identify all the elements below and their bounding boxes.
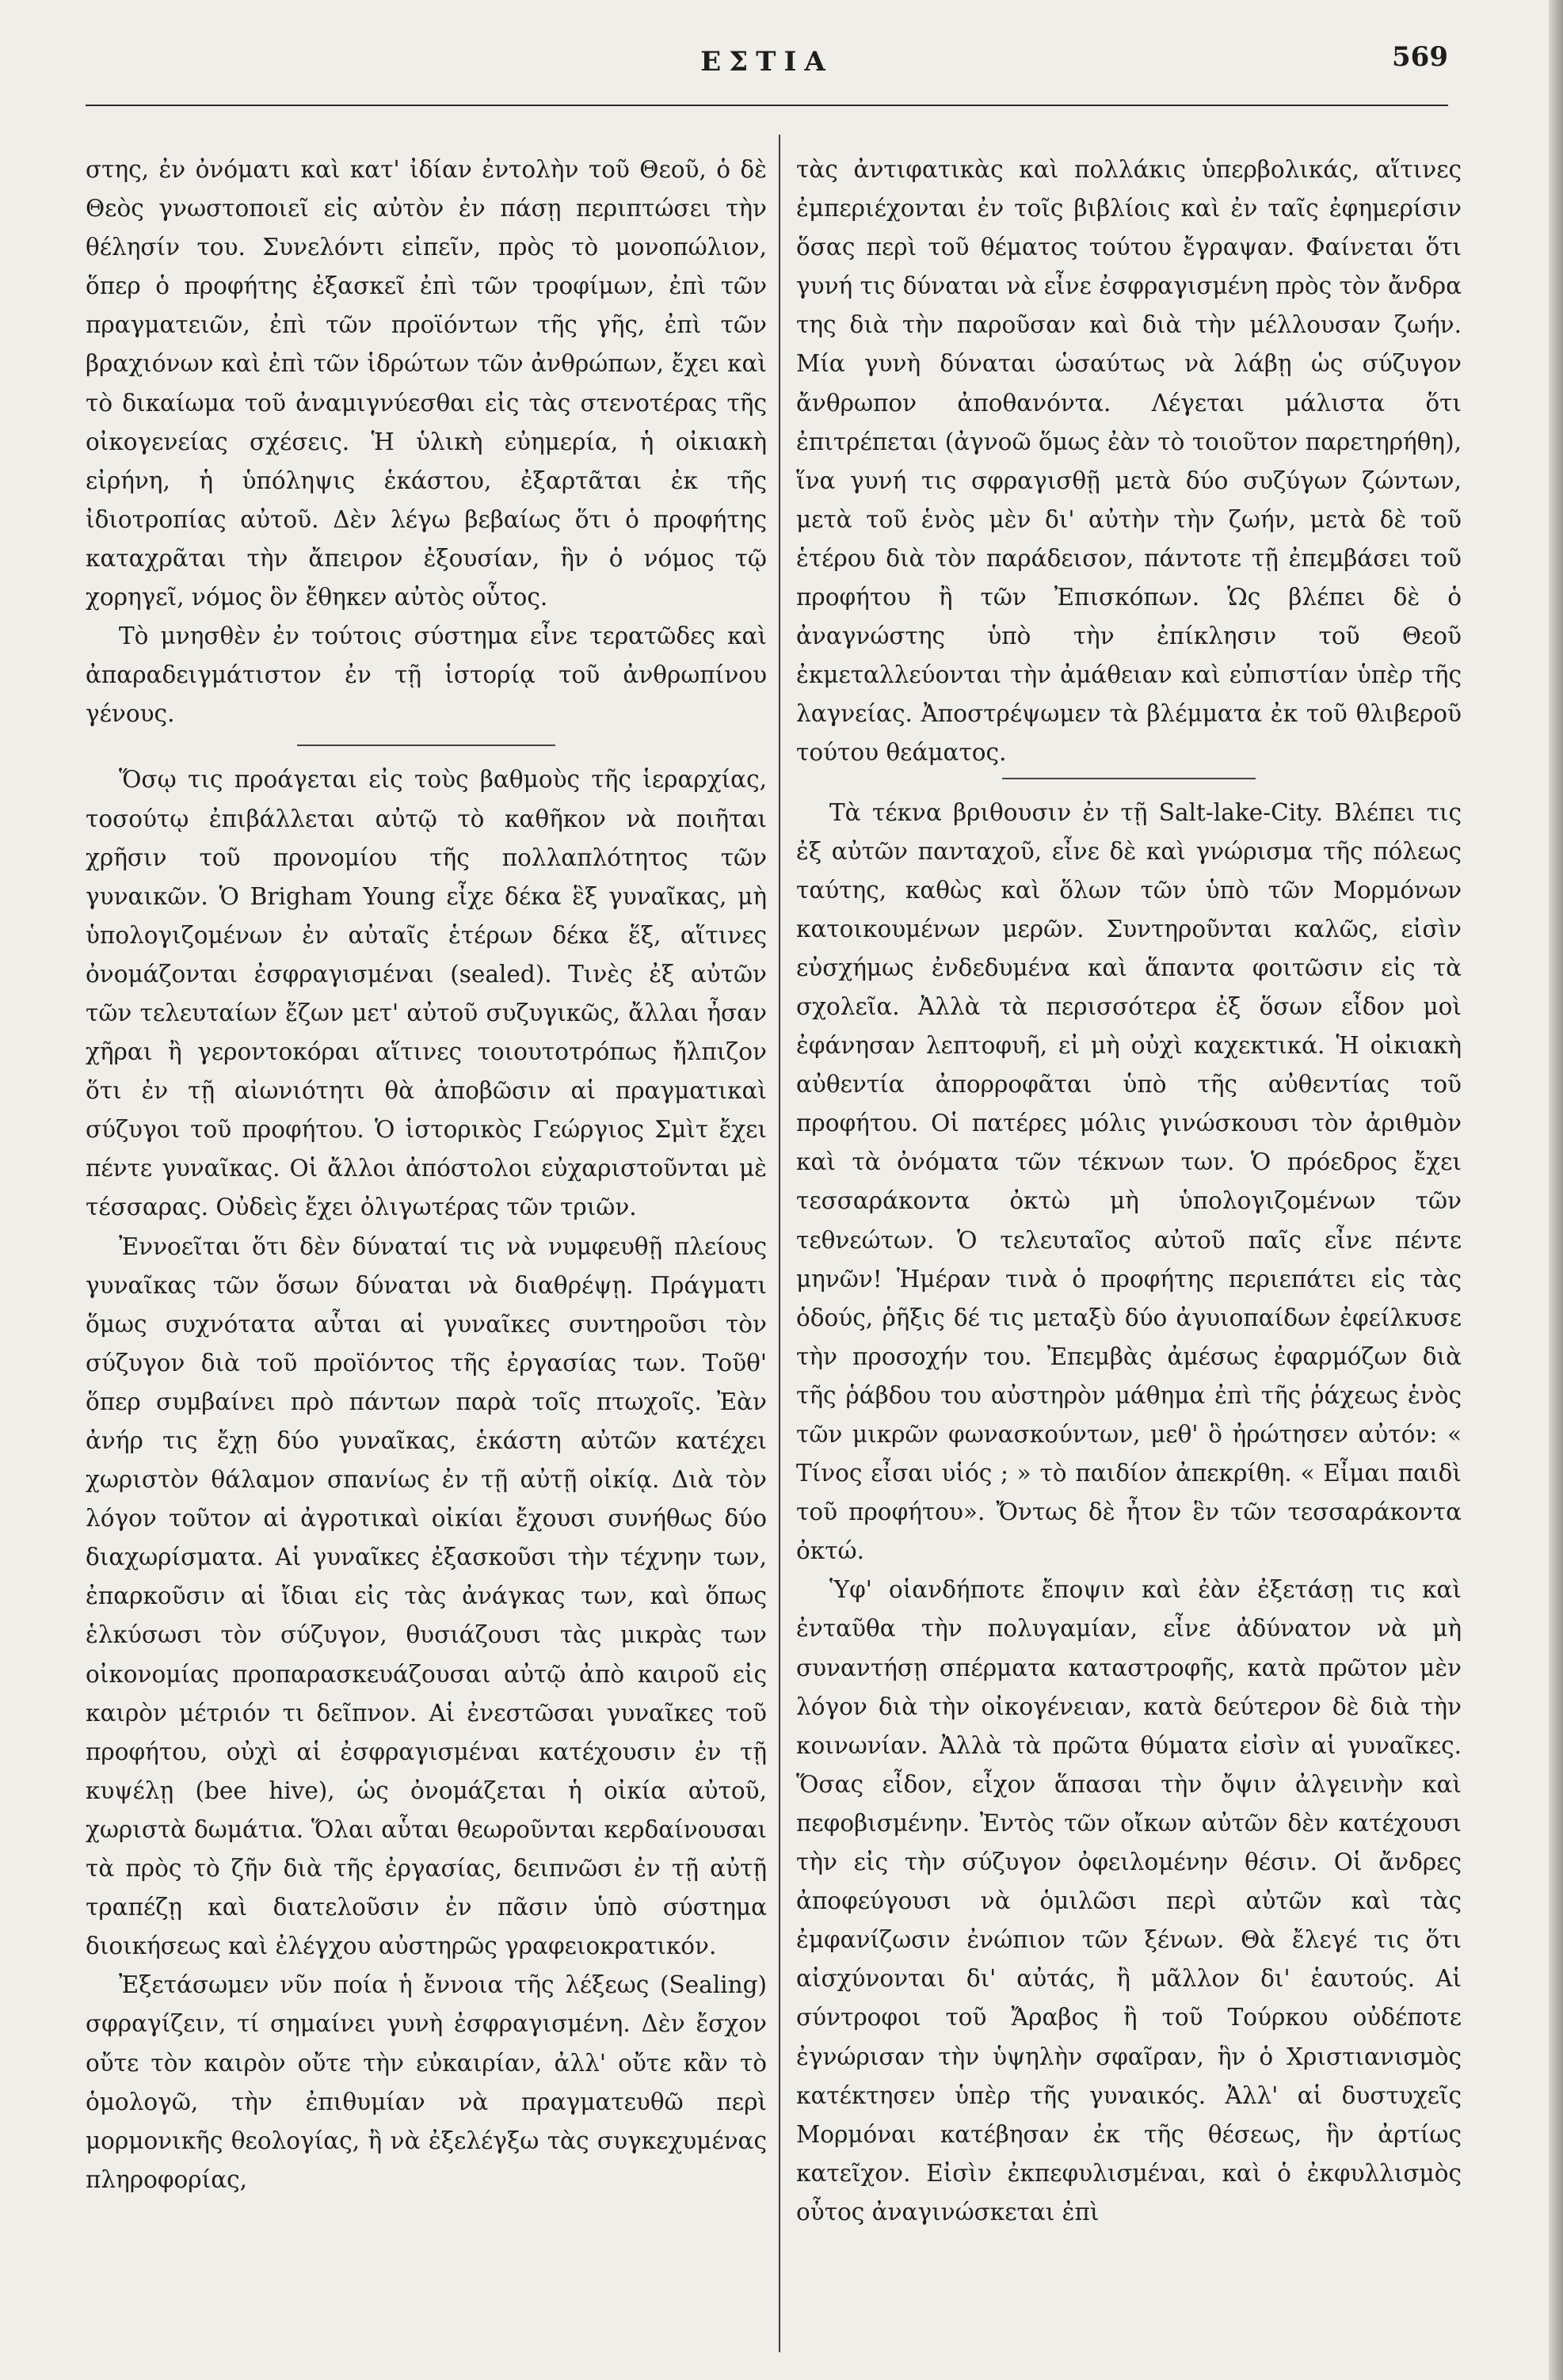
running-head (86, 22, 1448, 93)
right-column (796, 150, 1462, 2344)
section-divider (297, 744, 556, 746)
paragraph: Ἐξετάσωμεν νῦν ποία ἡ ἔννοια τῆς λέξεως (Sealing) σφραγίζειν, τί σημαίνει γυνὴ ἐσφραγισμένη. Δὲν ἔσχον οὔτε τὸν καιρὸν οὔτε τὴν εὐκαιρίαν, ἀλλ' οὔτε κἂν τὸ ὁμολογῶ, τὴν ἐπιθυμίαν νὰ πραγματευθῶ περὶ μορμονικῆς θεολογίας, ἢ νὰ ἐξελέγξω τὰς συγκεχυμένας πληροφορίας, (86, 1971, 767, 2193)
paragraph: Ὅσῳ τις προάγεται εἰς τοὺς βαθμοὺς τῆς ἱεραρχίας, τοσούτῳ ἐπιβάλλεται αὐτῷ τὸ καθῆκον νὰ ποιῆται χρῆσιν τοῦ προνομίου τῆς πολλαπλότητος τῶν γυναικῶν. Ὁ Brigham Young εἶχε δέκα ἓξ γυναῖκας, μὴ ὑπολογιζομένων ἐν αὐταῖς ἑτέρων δέκα ἕξ, αἵτινες ὀνομάζονται ἐσφραγισμέναι (sealed). Τινὲς ἐξ αὐτῶν τῶν τελευταίων ἔζων μετ' αὐτοῦ συζυγικῶς, ἄλλαι ἦσαν χῆραι ἢ γεροντοκόραι αἵτινες τοιουτοτρόπως ἤλπιζον ὅτι ἐν τῇ αἰωνιότητι θὰ ἀποβῶσιν αἱ πραγματικαὶ σύζυγοι τοῦ προφήτου. Ὁ ἱστορικὸς Γεώργιος Σμὶτ ἔχει πέντε γυναῖκας. Οἱ ἄλλοι ἀπόστολοι εὐχαριστοῦνται μὲ τέσσαρας. Οὐδεὶς ἔχει ὀλιγωτέρας τῶν τριῶν. (86, 766, 767, 1221)
section-divider (1002, 778, 1255, 779)
paragraph: Ἐννοεῖται ὅτι δὲν δύναταί τις νὰ νυμφευθῇ πλείους γυναῖκας τῶν ὅσων δύναται νὰ διαθρέψῃ. Πράγματι ὅμως συχνότατα αὗται αἱ γυναῖκες συντηροῦσι τὸν σύζυγον διὰ τοῦ προϊόντος τῆς ἐργασίας των. Τοῦθ' ὅπερ συμβαίνει πρὸ πάντων παρὰ τοῖς πτωχοῖς. Ἐὰν ἀνήρ τις ἔχῃ δύο γυναῖκας, ἑκάστη αὐτῶν κατέχει χωριστὸν θάλαμον σπανίως ἐν τῇ αὐτῇ οἰκίᾳ. Διὰ τὸν λόγον τοῦτον αἱ ἀγροτικαὶ οἰκίαι ἔχουσι συνήθως δύο διαχωρίσματα. Αἱ γυναῖκες ἐξασκοῦσι τὴν τέχνην των, ἐπαρκοῦσιν αἱ ἴδιαι εἰς τὰς ἀνάγκας των, καὶ ὅπως ἑλκύσωσι τὸν σύζυγον, θυσιάζουσι τὰς μικρὰς των οἰκονομίας προπαρασκευάζουσαι αὐτῷ ἀπὸ καιροῦ εἰς καιρὸν μέτριόν τι δεῖπνον. Αἱ ἐνεστῶσαι γυναῖκες τοῦ προφήτου, οὐχὶ αἱ ἐσφραγισμέναι κατέχουσιν ἐν τῇ κυψέλῃ (bee hive), ὡς ὀνομάζεται ἡ οἰκία αὐτοῦ, χωριστὰ δωμάτια. Ὅλαι αὗται θεωροῦνται κερδαίνουσαι τὰ πρὸς τὸ ζῆν διὰ τῆς ἐργασίας, δειπνῶσι ἐν τῇ αὐτῇ τραπέζῃ καὶ διατελοῦσιν ἐν πᾶσιν ὑπὸ σύστημα διοικήσεως καὶ ἐλέγχου αὐστηρῶς γραφειοκρατικόν. (86, 1232, 767, 1960)
header-rule (86, 105, 1448, 106)
page-edge (1549, 0, 1563, 2380)
paragraph: Τὸ μνησθὲν ἐν τούτοις σύστημα εἶνε τερατῶδες καὶ ἀπαραδειγμάτιστον ἐν τῇ ἱστορίᾳ τοῦ ἀνθρωπίνου γένους. (86, 623, 767, 728)
left-column (86, 150, 767, 2344)
page-number: 569 (1392, 41, 1448, 73)
paragraph: στης, ἐν ὀνόματι καὶ κατ' ἰδίαν ἐντολὴν τοῦ Θεοῦ, ὁ δὲ Θεὸς γνωστοποιεῖ εἰς αὐτὸν ἐν πάσῃ περιπτώσει τὴν θέλησίν του. Συνελόντι εἰπεῖν, πρὸς τὸ μονοπώλιον, ὅπερ ὁ προφήτης ἐξασκεῖ ἐπὶ τῶν τροφίμων, ἐπὶ τῶν πραγματειῶν, ἐπὶ τῶν προϊόντων τῆς γῆς, ἐπὶ τῶν βραχιόνων καὶ ἐπὶ τῶν ἱδρώτων τῶν ἀνθρώπων, ἔχει καὶ τὸ δικαίωμα τοῦ ἀναμιγνύεσθαι εἰς τὰς στενοτέρας τῆς οἰκογενείας σχέσεις. Ἡ ὑλικὴ εὐημερία, ἡ οἰκιακὴ εἰρήνη, ἡ ὑπόληψις ἑκάστου, ἐξαρτᾶται ἐκ τῆς ἰδιοτροπίας αὐτοῦ. Δὲν λέγω βεβαίως ὅτι ὁ προφήτης καταχρᾶται τὴν ἄπειρον ἐξουσίαν, ἣν ὁ νόμος τῷ χορηγεῖ, νόμος ὃν ἔθηκεν αὐτὸς οὗτος. (86, 156, 767, 611)
paragraph: Ὑφ' οἱανδήποτε ἔποψιν καὶ ἐὰν ἐξετάσῃ τις καὶ ἐνταῦθα τὴν πολυγαμίαν, εἶνε ἀδύνατον νὰ μὴ συναντήσῃ σπέρματα καταστροφῆς, κατὰ πρῶτον μὲν λόγον διὰ τὴν οἰκογένειαν, κατὰ δεύτερον δὲ διὰ τὴν κοινωνίαν. Ἀλλὰ τὰ πρῶτα θύματα εἰσὶν αἱ γυναῖκες. Ὅσας εἶδον, εἶχον ἅπασαι τὴν ὄψιν ἀλγεινὴν καὶ πεφοβισμένην. Ἐντὸς τῶν οἴκων αὐτῶν δὲν κατέχουσι τὴν εἰς τὴν σύζυγον ὀφειλομένην θέσιν. Οἱ ἄνδρες ἀποφεύγουσι νὰ ὁμιλῶσι περὶ αὐτῶν καὶ τὰς ἐμφανίζωσιν ἐνώπιον τῶν ξένων. Θὰ ἔλεγέ τις ὅτι αἰσχύνονται δι' αὐτάς, ἢ μᾶλλον δι' ἑαυτούς. Αἱ σύντροφοι τοῦ Ἄραβος ἢ τοῦ Τούρκου οὐδέποτε ἐγνώρισαν τὴν ὑψηλὴν σφαῖραν, ἣν ὁ Χριστιανισμὸς κατέκτησεν ὑπὲρ τῆς γυναικός. Ἀλλ' αἱ δυστυχεῖς Μορμόναι κατέβησαν ἐκ τῆς θέσεως, ἣν ἀρτίως κατεῖχον. Εἰσὶν ἐκπεφυλισμέναι, καὶ ὁ ἐκφυλλισμὸς οὗτος ἀναγινώσκεται ἐπὶ (796, 1576, 1462, 2226)
paragraph: τὰς ἀντιφατικὰς καὶ πολλάκις ὑπερβολικάς, αἵτινες ἐμπεριέχονται ἐν τοῖς βιβλίοις καὶ ἐν ταῖς ἐφημερίσιν ὅσας περὶ τοῦ θέματος τούτου ἔγραψαν. Φαίνεται ὅτι γυνή τις δύναται νὰ εἶνε ἐσφραγισμένη πρὸς τὸν ἄνδρα της διὰ τὴν παροῦσαν καὶ διὰ τὴν μέλλουσαν ζωήν. Μία γυνὴ δύναται ὡσαύτως νὰ λάβῃ ὡς σύζυγον ἄνθρωπον ἀποθανόντα. Λέγεται μάλιστα ὅτι ἐπιτρέπεται (ἀγνοῶ ὅμως ἐὰν τὸ τοιοῦτον παρετηρήθη), ἵνα γυνή τις σφραγισθῇ μετὰ δύο συζύγων ζώντων, μετὰ τοῦ ἑνὸς μὲν δι' αὐτὴν τὴν ζωήν, μετὰ δὲ τοῦ ἑτέρου διὰ τὸν παράδεισον, πάντοτε τῇ ἐπεμβάσει τοῦ προφήτου ἢ τῶν Ἐπισκόπων. Ὡς βλέπει δὲ ὁ ἀναγνώστης ὑπὸ τὴν ἐπίκλησιν τοῦ Θεοῦ ἐκμεταλλεύονται τὴν ἀμάθειαν καὶ εὐπιστίαν ὑπὲρ τῆς λαγνείας. Ἀποστρέψωμεν τὰ βλέμματα ἐκ τοῦ θλιβεροῦ τούτου θεάματος. (796, 156, 1462, 767)
paragraph: Τὰ τέκνα βριθουσιν ἐν τῇ Salt-lake-City. Βλέπει τις ἐξ αὐτῶν πανταχοῦ, εἶνε δὲ καὶ γνώρισμα τῆς πόλεως ταύτης, καθὼς καὶ ὅλων τῶν ὑπὸ τῶν Μορμόνων κατοικουμένων μερῶν. Συντηροῦνται καλῶς, εἰσὶν εὐσχήμως ἐνδεδυμένα καὶ ἅπαντα φοιτῶσιν εἰς τὰ σχολεῖα. Ἀλλὰ τὰ περισσότερα ἐξ ὅσων εἶδον μοὶ ἐφάνησαν λεπτοφυῆ, εἰ μὴ οὐχὶ καχεκτικά. Ἡ οἰκιακὴ αὐθεντία ἀπορροφᾶται ὑπὸ τῆς αὐθεντίας τοῦ προφήτου. Οἱ πατέρες μόλις γινώσκουσι τὸν ἀριθμὸν καὶ τὰ ὀνόματα τῶν τέκνων των. Ὁ πρόεδρος ἔχει τεσσαράκοντα ὀκτὼ μὴ ὑπολογιζομένων τῶν τεθνεώτων. Ὁ τελευταῖος αὐτοῦ παῖς εἶνε πέντε μηνῶν! Ἡμέραν τινὰ ὁ προφήτης περιεπάτει εἰς τὰς ὁδούς, ῥῆξις δέ τις μεταξὺ δύο ἀγυιοπαίδων ἐφείλκυσε τὴν προσοχήν του. Ἐπεμβὰς ἀμέσως ἐφαρμόζων διὰ τῆς ῥάβδου του αὐστηρὸν μάθημα ἐπὶ τῆς ῥάχεως ἑνὸς τῶν μικρῶν φωνασκούντων, μεθ' ὃ ἠρώτησεν αὐτόν: « Τίνος εἶσαι υἱός ; » τὸ παιδίον ἀπεκρίθη. « Εἶμαι παιδὶ τοῦ προφήτου». Ὄντως δὲ ἦτον ἓν τῶν τεσσαράκοντα ὀκτώ. (796, 798, 1462, 1565)
journal-title: ΕΣΤΙΑ (700, 46, 833, 78)
column-divider (779, 135, 780, 2352)
